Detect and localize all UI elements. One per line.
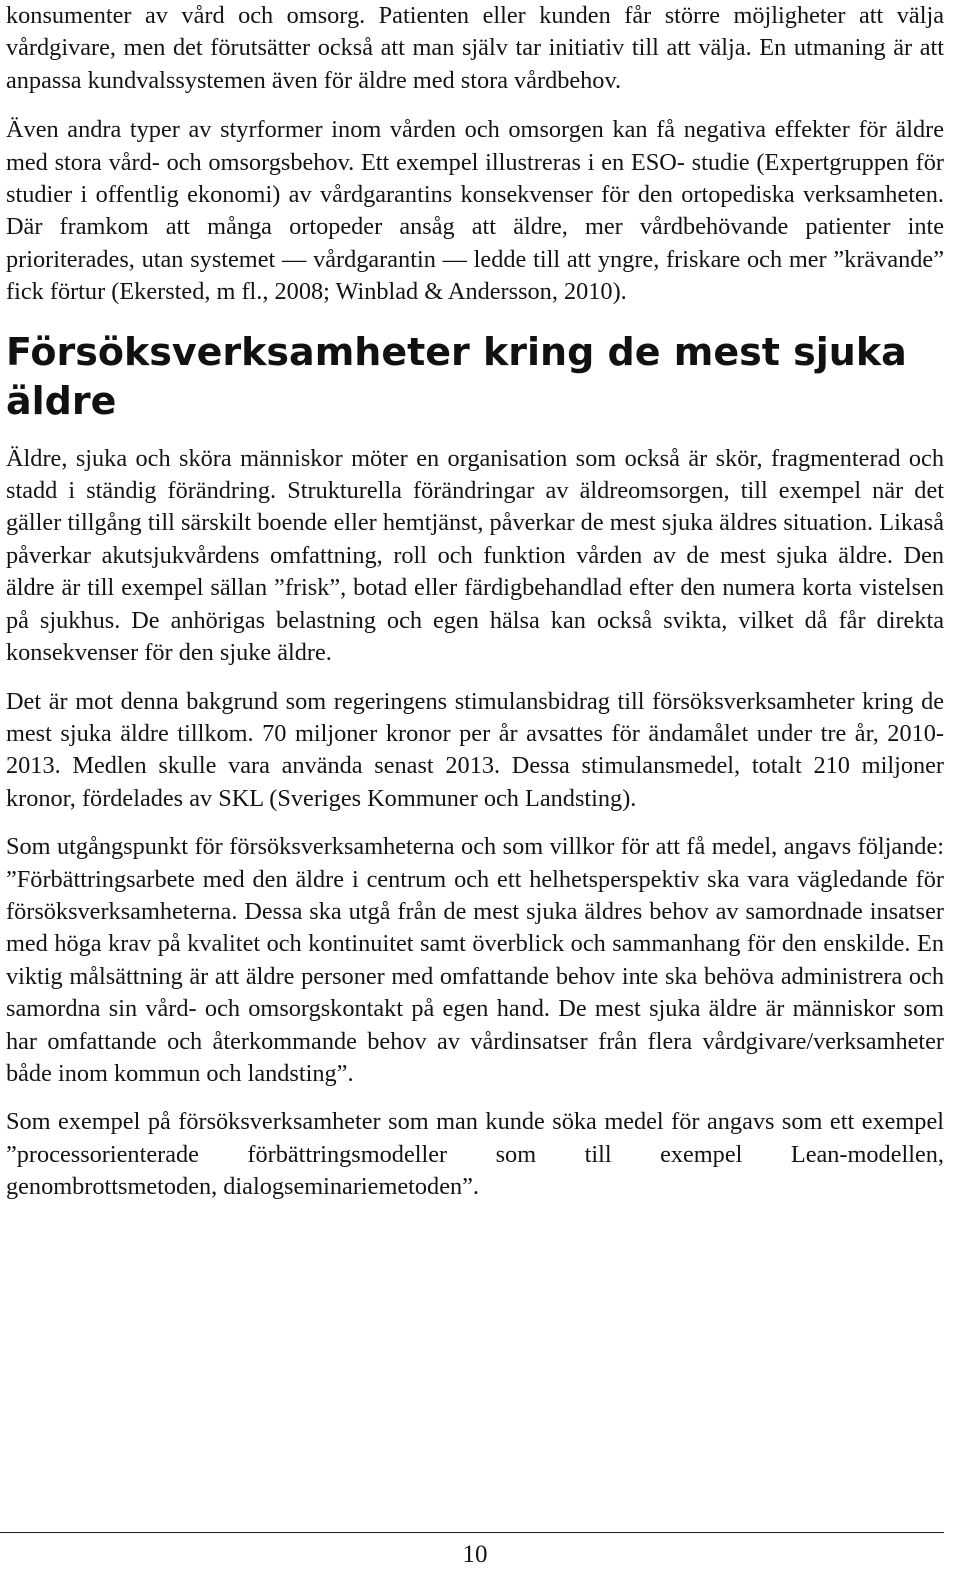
footer-divider	[0, 1532, 944, 1533]
body-paragraph: Äldre, sjuka och sköra människor möter en organisation som också är skör, fragmenterad och stadd i ständig förändring. Strukturella förändringar av äldreomsorgen, till exempel när det gäller tillgång till särskilt boende eller hemtjänst, påverkar de mest sjuka äldres situation. Likaså påverkar akutsjukvårdens omfattning, roll och funktion vården av de mest sjuka äldre. Den äldre är till exempel sällan ”frisk”, botad eller färdigbehandlad efter den numera korta vistelsen på sjukhus. De anhörigas belastning och egen hälsa kan också svikta, vilket då får direkta konsekvenser för den sjuke äldre.	[6, 444, 944, 667]
document-page	[6, 0, 944, 1204]
body-paragraph: Som exempel på försöksverksamheter som man kunde söka medel för angavs som ett exempel ”processorienterade förbättringsmodeller som till exempel Lean-modellen, genombrottsmetoden, dialogseminariemetoden”.	[6, 1108, 944, 1201]
page-number: 10	[462, 1541, 488, 1568]
body-paragraph: Även andra typer av styrformer inom vården och omsorgen kan få negativa effekter för äldre med stora vård- och omsorgsbehov. Ett exempel illustreras i en ESO- studie (Expertgruppen för studier i offentlig ekonomi) av vårdgarantins konsekvenser för den ortopediska verksamheten. Där framkom att många ortopeder ansåg att äldre, mer vårdbehövande patienter inte prioriterades, utan systemet — vårdgarantin — ledde till att yngre, friskare och mer ”krävande” fick förtur (Ekersted, m fl., 2008; Winblad & Andersson, 2010).	[6, 116, 944, 306]
body-paragraph: konsumenter av vård och omsorg. Patienten eller kunden får större möjligheter att välja vårdgivare, men det förutsätter också att man själv tar initiativ till att välja. En utmaning är att anpassa kundvalssystemen även för äldre med stora vårdbehov.	[6, 2, 944, 94]
body-paragraph: Det är mot denna bakgrund som regeringens stimulansbidrag till försöksverksamheter kring de mest sjuka äldre tillkom. 70 miljoner kronor per år avsattes för ändamålet under tre år, 2010-2013. Medlen skulle vara använda senast 2013. Dessa stimulansmedel, totalt 210 miljoner kronor, fördelades av SKL (Sveriges Kommuner och Landsting).	[6, 687, 944, 812]
section-heading: Försöksverksamheter kring de mest sjuka äldre	[6, 329, 907, 423]
body-paragraph: Som utgångspunkt för försöksverksamheterna och som villkor för att få medel, angavs följande: ”Förbättringsarbete med den äldre i centrum och ett helhetsperspektiv ska vara vägledande för försöksverksamheterna. Dessa ska utgå från de mest sjuka äldres behov av samordnade insatser med höga krav på kvalitet och kontinuitet samt överblick och sammanhang för den enskilde. En viktig målsättning är att äldre personer med omfattande behov inte ska behöva administrera och samordna sin vård- och omsorgskontakt på egen hand. De mest sjuka äldre är människor som har omfattande och återkommande behov av vårdinsatser från flera vårdgivare/verksamheter både inom kommun och landsting”.	[6, 833, 944, 1087]
